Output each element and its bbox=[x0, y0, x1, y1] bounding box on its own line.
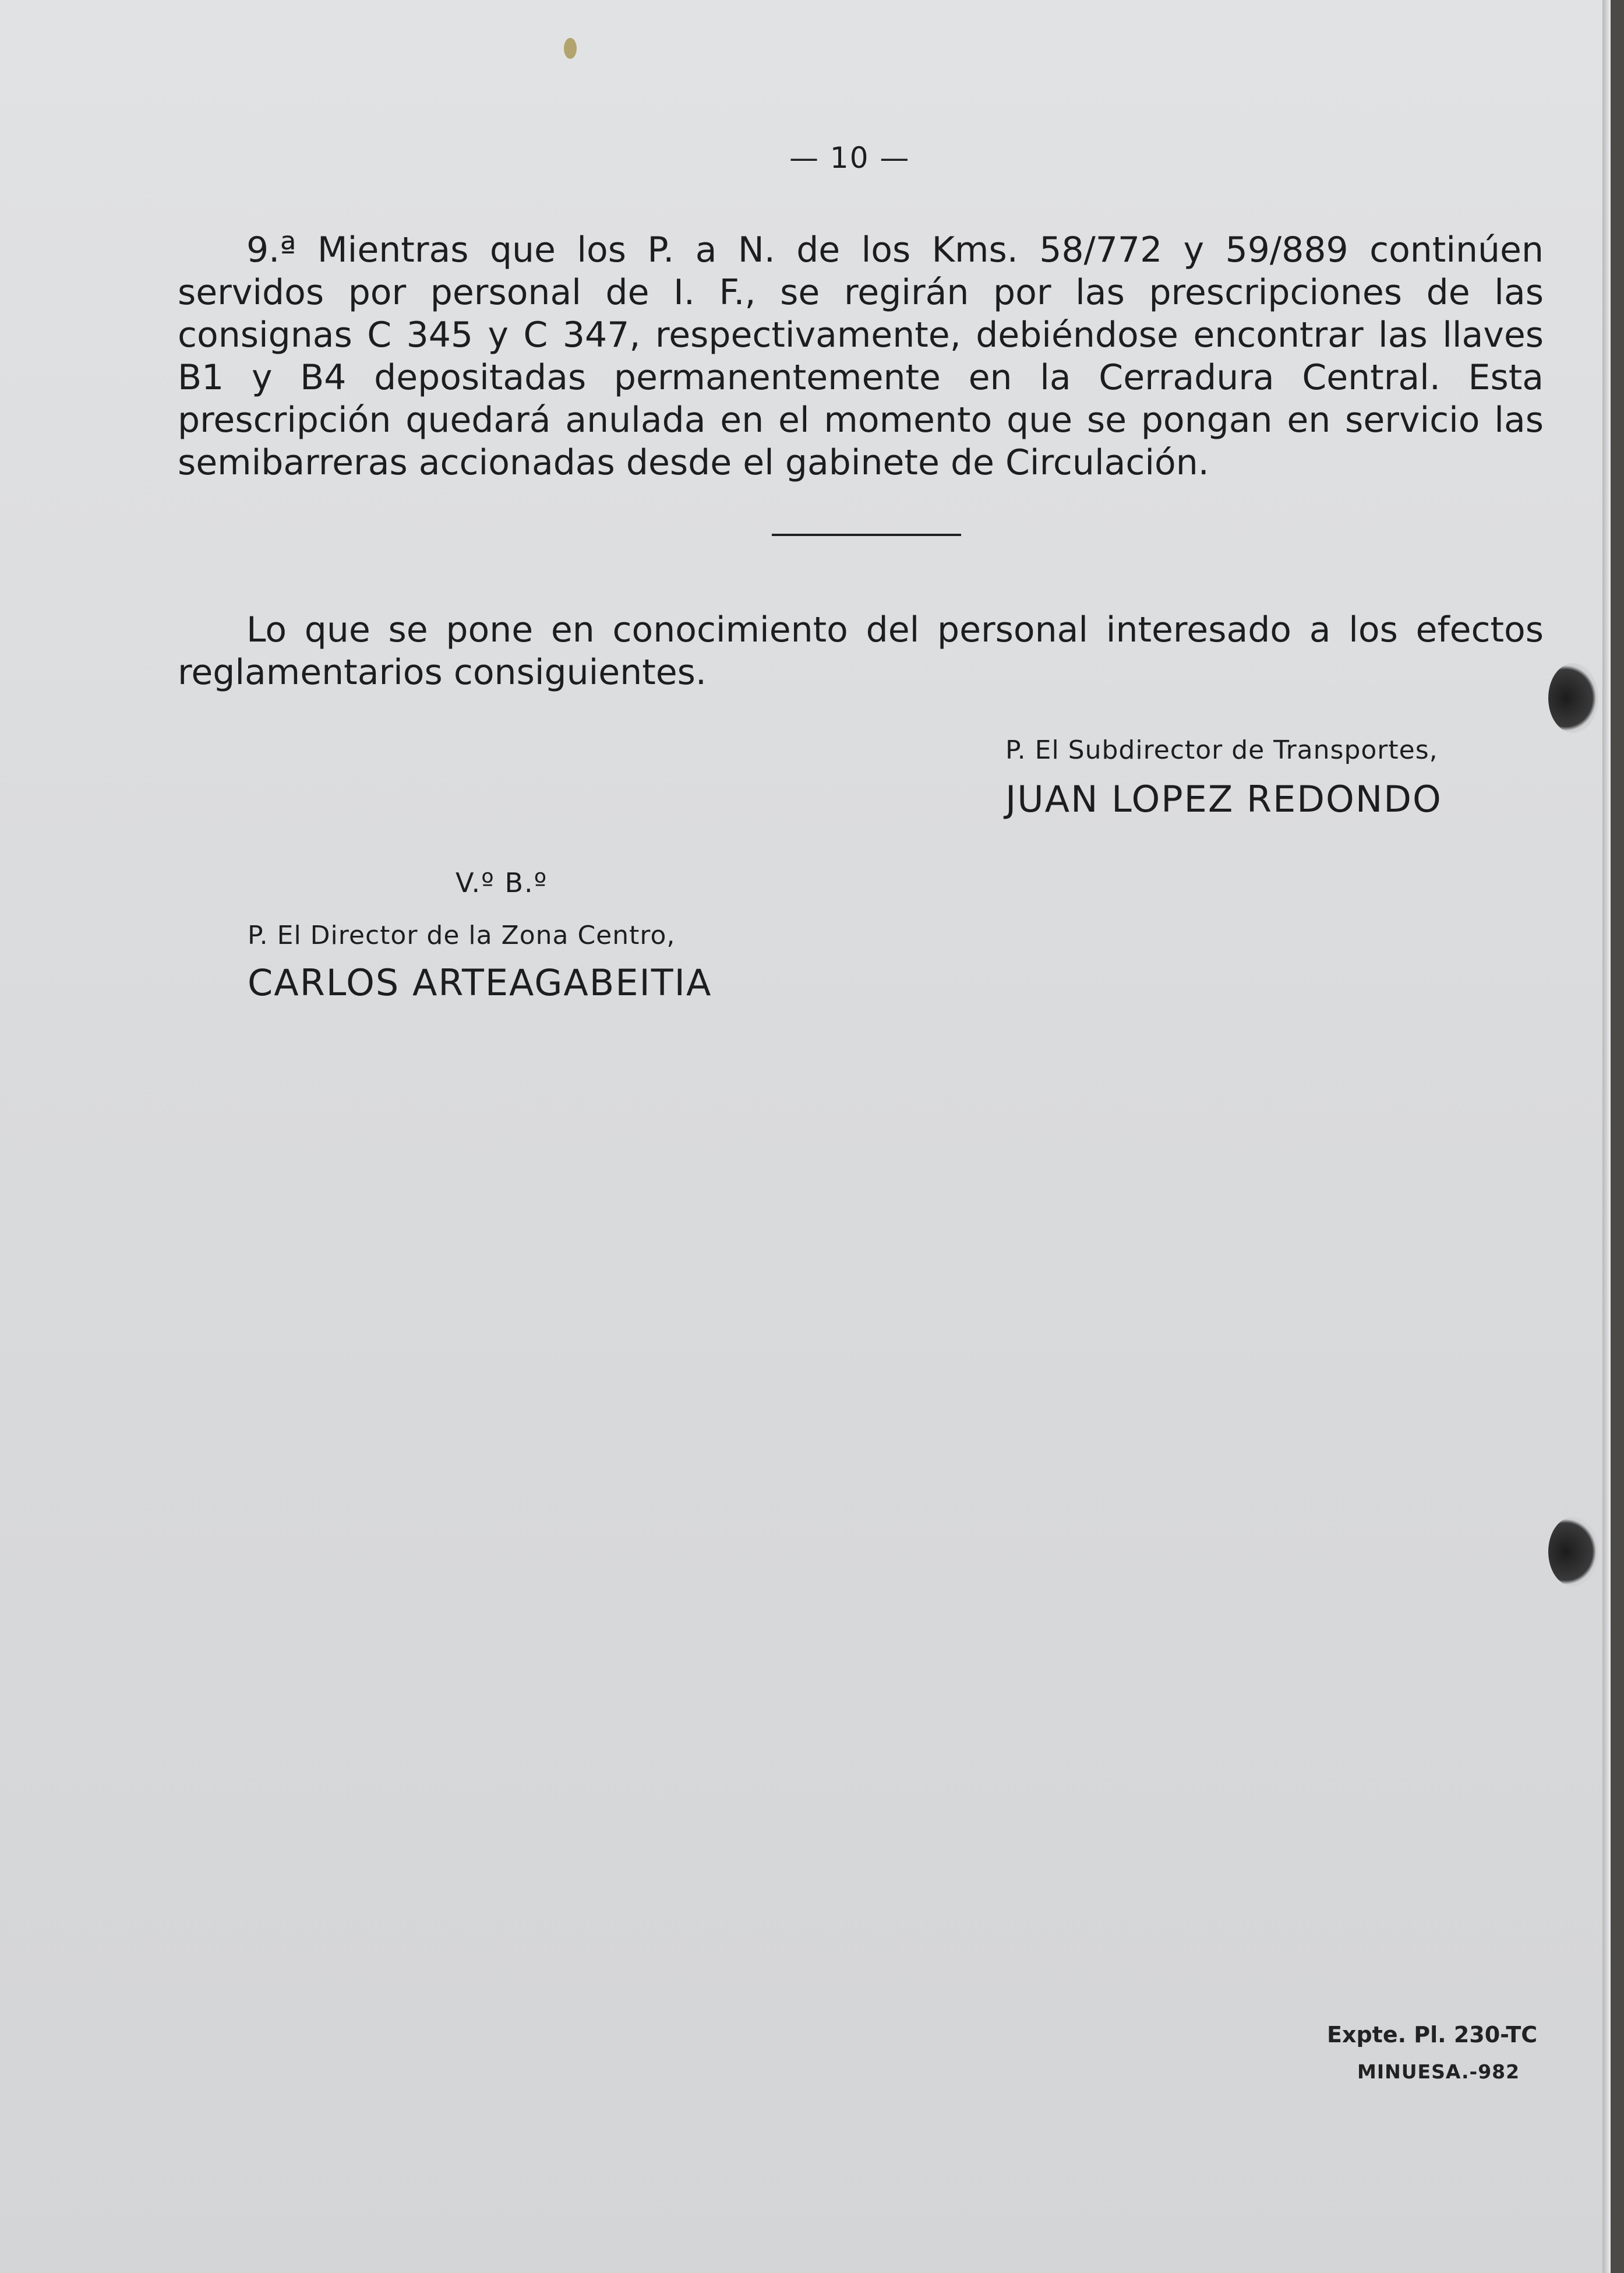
closing-paragraph: Lo que se pone en conocimiento del personal interesado a los efectos reglamentarios consiguientes. bbox=[178, 609, 1544, 693]
paragraph-9: 9.ª Mientras que los P. a N. de los Kms. 58/772 y 59/889 continúen servidos por personal de I. F., se regirán por las prescripciones de las consignas C 345 y C 347, respectivamente, debiéndose encontrar las llaves B1 y B4 depositadas permanentemente en la Cerradura Central. Esta prescripción quedará anulada en el momento que se pongan en servicio las semibarreras accionadas desde el gabinete de Circulación. bbox=[178, 230, 1544, 483]
paper-edge bbox=[1602, 0, 1611, 2273]
paper-stain bbox=[564, 38, 577, 59]
subdirector-caption: P. El Subdirector de Transportes, bbox=[1005, 735, 1438, 765]
director-caption: P. El Director de la Zona Centro, bbox=[248, 921, 676, 950]
director-name: CARLOS ARTEAGABEITIA bbox=[248, 961, 712, 1004]
page-number: — 10 — bbox=[789, 141, 910, 175]
section-divider bbox=[772, 534, 961, 536]
punch-hole-icon bbox=[1548, 1517, 1598, 1587]
approval-mark: V.º B.º bbox=[456, 867, 548, 898]
printer-reference: MINUESA.-982 bbox=[1357, 2060, 1520, 2083]
punch-hole-icon bbox=[1548, 663, 1598, 733]
expediente-reference: Expte. Pl. 230-TC bbox=[1327, 2022, 1538, 2048]
subdirector-name: JUAN LOPEZ REDONDO bbox=[1005, 778, 1442, 820]
